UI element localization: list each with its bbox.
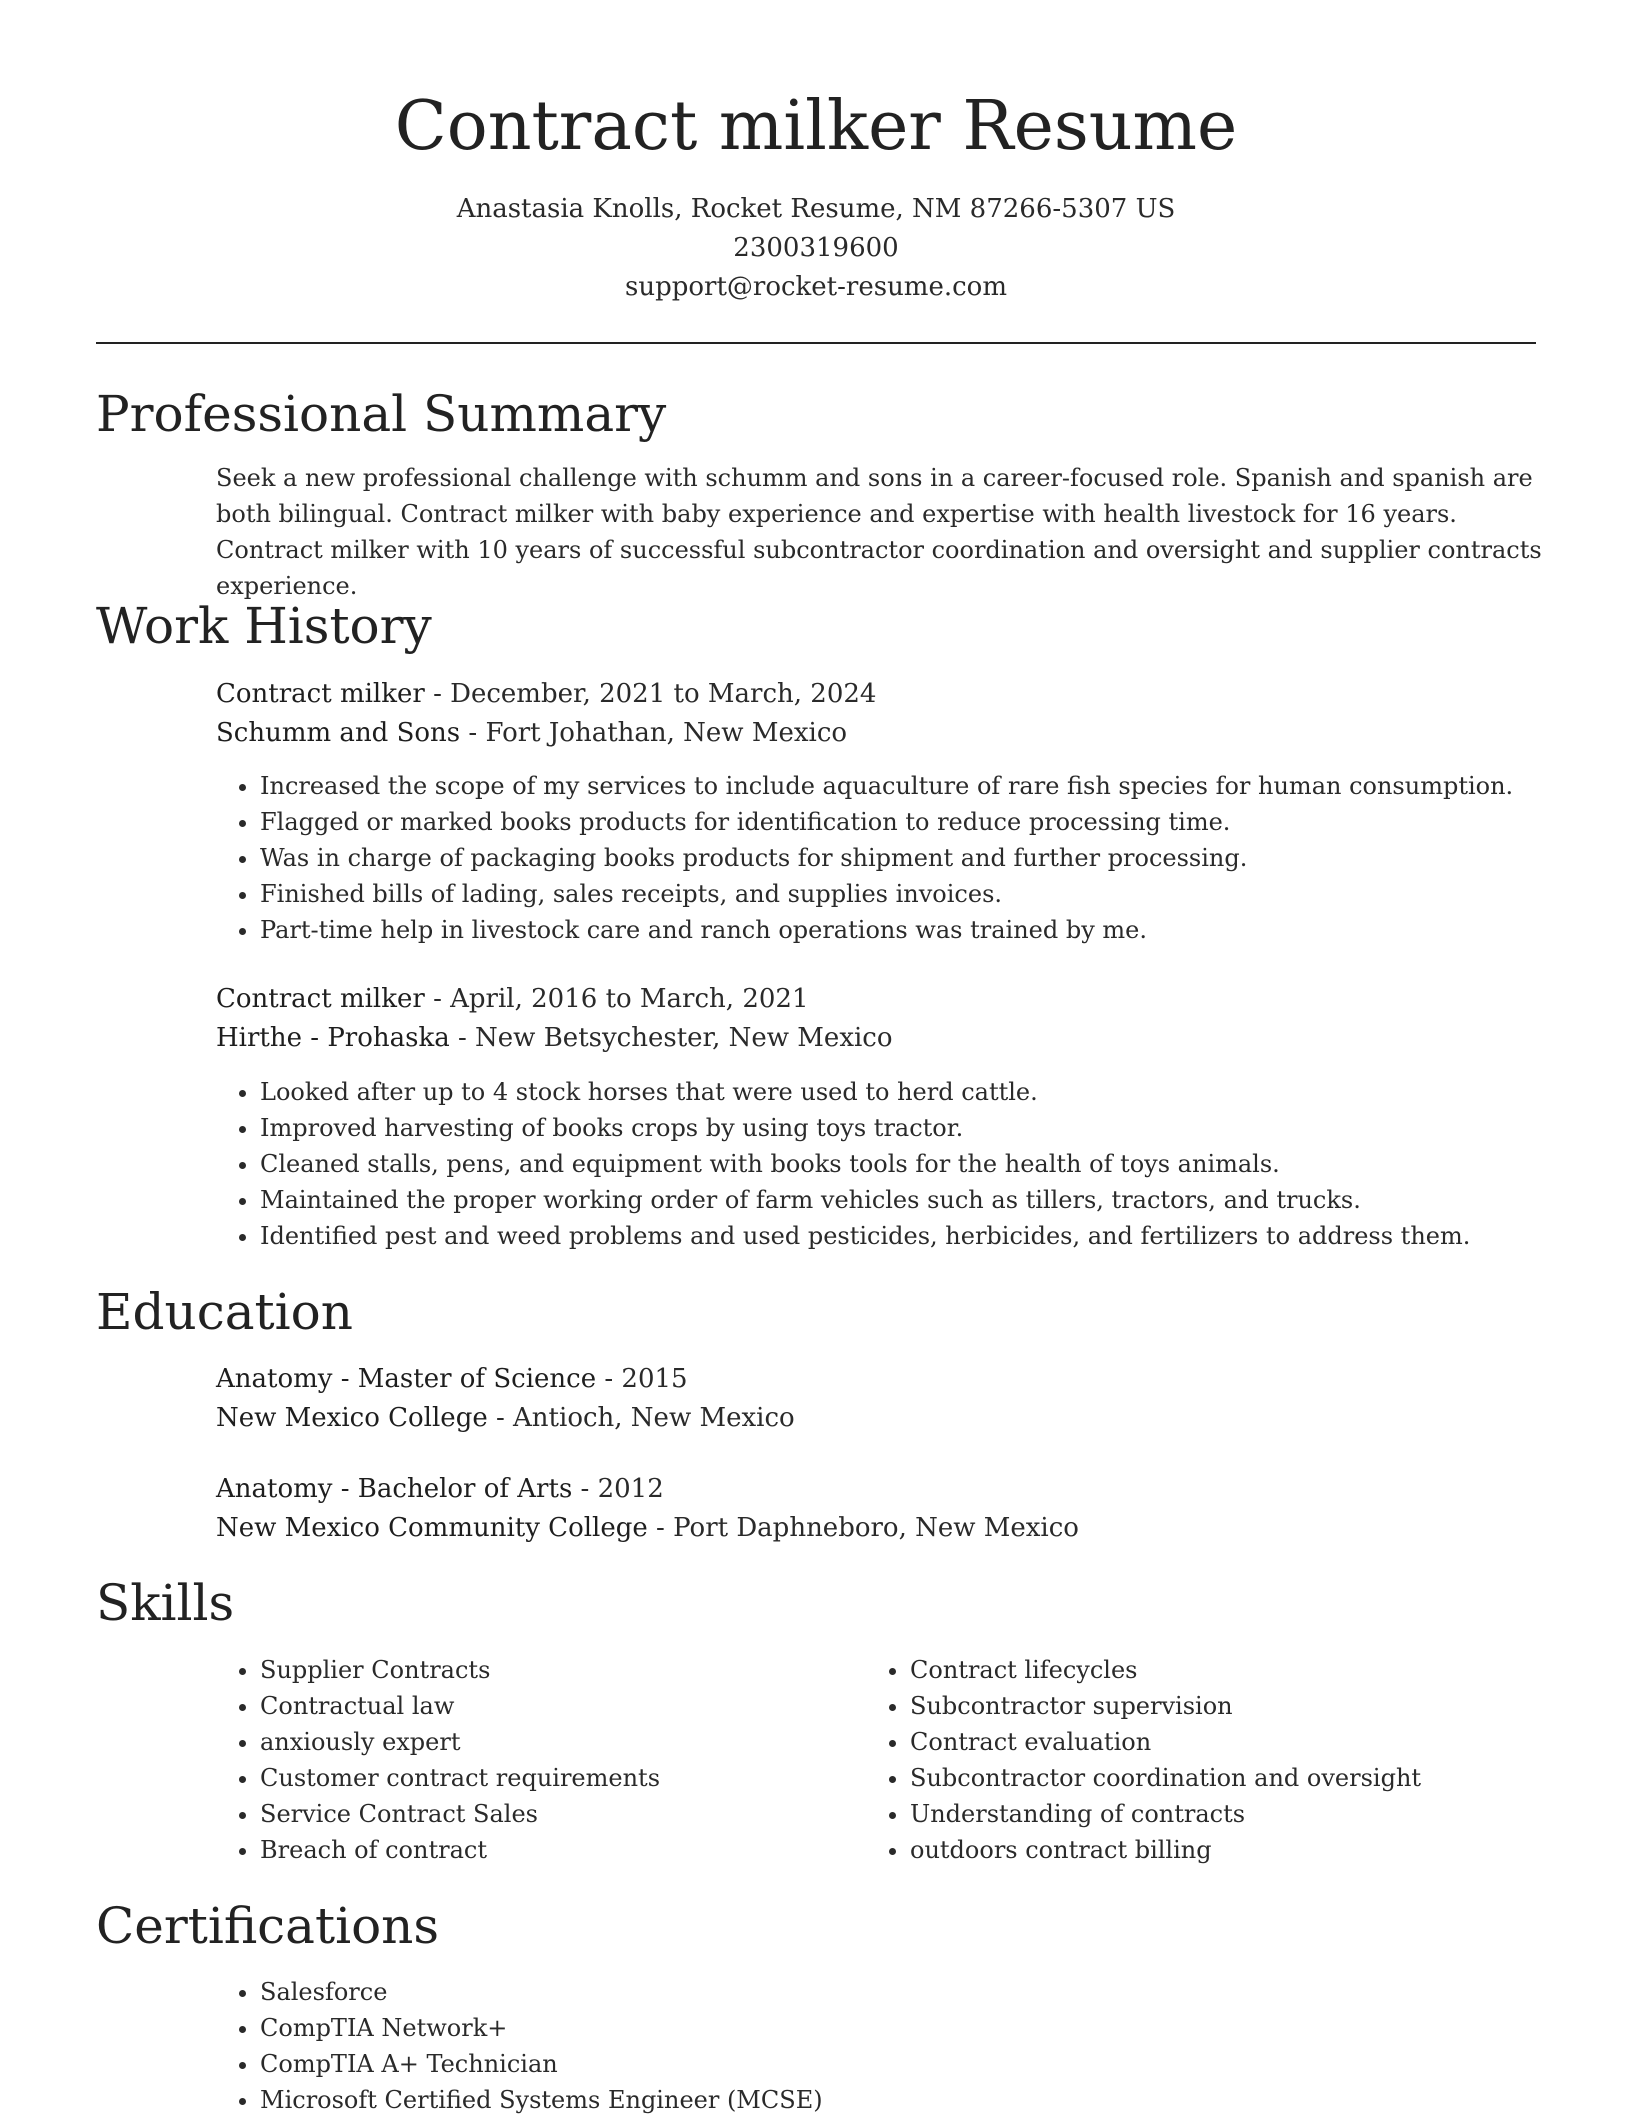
job-entry (216, 980, 1546, 1058)
list-item: • Subcontractor supervision (910, 1688, 1421, 1724)
list-item: • Microsoft Certified Systems Engineer (MCSE) (260, 2082, 823, 2118)
skills-heading: Skills (96, 1574, 235, 1632)
education-year: - 2012 (572, 1474, 664, 1504)
list-item: • Supplier Contracts (260, 1652, 660, 1688)
contact-block (0, 190, 1632, 307)
job-dates: - April, 2016 to March, 2021 (424, 984, 809, 1014)
job-duties-list (216, 768, 1513, 948)
education-degree: Anatomy - Bachelor of Arts (216, 1474, 573, 1504)
list-item: • Contract evaluation (910, 1724, 1421, 1760)
list-item: • Looked after up to 4 stock horses that were used to herd cattle. (260, 1074, 1470, 1110)
list-item: • Was in charge of packaging books products for shipment and further processing. (260, 840, 1513, 876)
resume-title: Contract milker Resume (394, 87, 1238, 166)
summary-text: Seek a new professional challenge with schumm and sons in a career-focused role. Spanish and spanish are both bilingual. Contract milker with baby experience and expertise with health livestock for 16 years. Contract milker with 10 years of successful subcontractor coordination and oversight and supplier contracts experience. (216, 464, 1542, 600)
job-location: - Fort Johathan, New Mexico (460, 718, 848, 748)
education-degree-line (216, 1470, 1546, 1509)
job-title: Contract milker (216, 679, 425, 709)
list-item: • Maintained the proper working order of farm vehicles such as tillers, tractors, and trucks. (260, 1182, 1470, 1218)
certifications-list (216, 1974, 823, 2118)
education-school: New Mexico College (216, 1403, 488, 1433)
list-item: • Salesforce (260, 1974, 823, 2010)
skills-list-left (216, 1652, 660, 1868)
list-item: • Breach of contract (260, 1832, 660, 1868)
education-year: - 2015 (596, 1364, 688, 1394)
education-degree-line (216, 1360, 1546, 1399)
list-item: • Increased the scope of my services to include aquaculture of rare fish species for human consumption. (260, 768, 1513, 804)
list-item: • Improved harvesting of books crops by using toys tractor. (260, 1110, 1470, 1146)
job-company-line (216, 714, 1546, 753)
education-location: - Port Daphneboro, New Mexico (647, 1513, 1079, 1543)
job-title: Contract milker (216, 984, 425, 1014)
education-school: New Mexico Community College (216, 1513, 648, 1543)
list-item: • Subcontractor coordination and oversight (910, 1760, 1421, 1796)
contact-phone: 2300319600 (733, 233, 899, 263)
list-item: • CompTIA Network+ (260, 2010, 823, 2046)
contact-email: support@rocket-resume.com (624, 272, 1007, 302)
education-heading: Education (96, 1283, 353, 1341)
education-degree: Anatomy - Master of Science (216, 1364, 597, 1394)
education-location: - Antioch, New Mexico (487, 1403, 795, 1433)
list-item: • outdoors contract billing (910, 1832, 1421, 1868)
job-company: Schumm and Sons (216, 718, 461, 748)
job-title-line (216, 675, 1546, 714)
list-item: • Contractual law (260, 1688, 660, 1724)
education-school-line (216, 1509, 1546, 1548)
contact-address: Anastasia Knolls, Rocket Resume, NM 87266-5307 US (456, 194, 1176, 224)
certifications-heading: Certifications (96, 1897, 440, 1955)
job-title-line (216, 980, 1546, 1019)
header-divider (96, 342, 1536, 344)
skills-list-right (866, 1652, 1421, 1868)
job-dates: - December, 2021 to March, 2024 (424, 679, 877, 709)
list-item: • anxiously expert (260, 1724, 660, 1760)
list-item: • Part-time help in livestock care and ranch operations was trained by me. (260, 912, 1513, 948)
job-company-line (216, 1019, 1546, 1058)
work-history-heading: Work History (96, 597, 432, 655)
job-company: Hirthe - Prohaska (216, 1023, 450, 1053)
education-school-line (216, 1399, 1546, 1438)
education-entry (216, 1360, 1546, 1438)
list-item: • Understanding of contracts (910, 1796, 1421, 1832)
job-duties-list (216, 1074, 1470, 1254)
list-item: • Finished bills of lading, sales receipts, and supplies invoices. (260, 876, 1513, 912)
list-item: • Cleaned stalls, pens, and equipment with books tools for the health of toys animals. (260, 1146, 1470, 1182)
education-entry (216, 1470, 1546, 1548)
list-item: • CompTIA A+ Technician (260, 2046, 823, 2082)
list-item: • Identified pest and weed problems and used pesticides, herbicides, and fertilizers to address them. (260, 1218, 1470, 1254)
summary-heading: Professional Summary (96, 385, 667, 443)
list-item: • Customer contract requirements (260, 1760, 660, 1796)
list-item: • Flagged or marked books products for identification to reduce processing time. (260, 804, 1513, 840)
list-item: • Contract lifecycles (910, 1652, 1421, 1688)
job-entry (216, 675, 1546, 753)
job-location: - New Betsychester, New Mexico (449, 1023, 893, 1053)
list-item: • Service Contract Sales (260, 1796, 660, 1832)
